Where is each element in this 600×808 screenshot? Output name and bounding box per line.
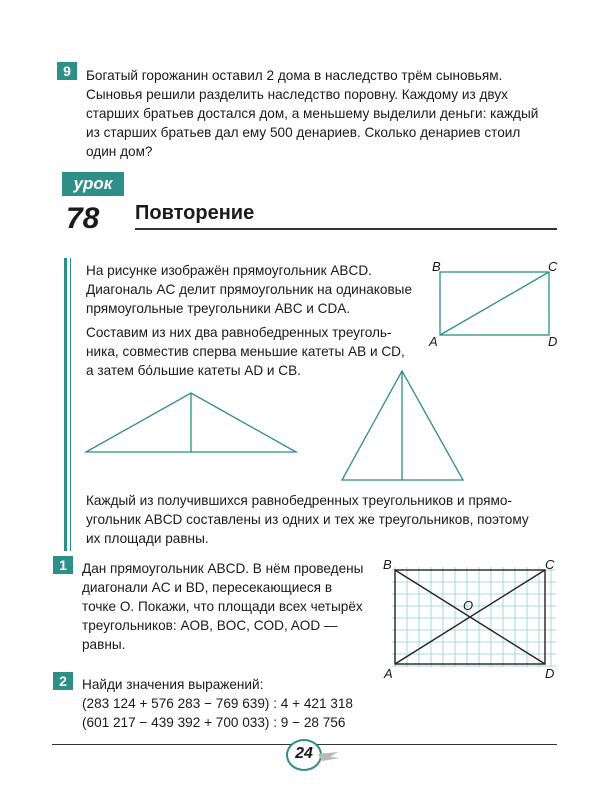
task-1-line: равны. xyxy=(82,637,126,652)
task-9-line: Сыновья решили разделить наследство поровну. Каждому из двух xyxy=(86,87,508,102)
intro-line: угольник ABCD составлены из одних и тех же треугольников, поэтому xyxy=(86,512,529,527)
intro-line: их площади равны. xyxy=(86,531,209,546)
task-2-number: 2 xyxy=(53,672,73,690)
grid-label-b: B xyxy=(383,557,392,572)
intro-line: а затем бо́льшие катеты AD и CB. xyxy=(86,363,301,378)
task-9-line: из старших братьев дал ему 500 денариев. Сколько денариев стоил xyxy=(86,125,521,140)
rect-label-d: D xyxy=(548,334,558,349)
grid-label-c: C xyxy=(545,557,555,572)
task-1-line: треугольников: AOB, BOC, COD, AOD — xyxy=(82,618,338,633)
rect-label-c: C xyxy=(548,259,558,274)
task-1-line: Дан прямоугольник ABCD. В нём проведены xyxy=(82,561,364,576)
task-9-line: Богатый горожанин оставил 2 дома в наследство трём сыновьям. xyxy=(86,68,503,83)
grid-label-o: O xyxy=(463,598,474,613)
lesson-number: 78 xyxy=(66,202,100,235)
page-number: 24 xyxy=(295,745,313,762)
intro-line: прямоугольные треугольники ABC и CDA. xyxy=(86,301,351,316)
task-1-line: диагонали AC и BD, пересекающиеся в xyxy=(82,580,333,595)
task-2-title: Найди значения выражений: xyxy=(82,677,264,692)
grid-label-d: D xyxy=(545,666,555,681)
intro-line: Каждый из получившихся равнобедренных треугольников и прямо- xyxy=(86,493,512,508)
task-9-line: один дом? xyxy=(86,144,153,159)
grid-label-a: A xyxy=(384,666,393,681)
rect-label-b: B xyxy=(432,259,441,274)
intro-line: Диагональ AC делит прямоугольник на одинаковые xyxy=(86,282,413,297)
intro-line: ника, совместив сперва меньшие катеты AB и CD, xyxy=(86,344,405,359)
task-2-expression: (283 124 + 576 283 − 769 639) : 4 + 421 318 xyxy=(82,696,353,711)
task-1-number: 1 xyxy=(53,556,73,574)
intro-line: Составим из них два равнобедренных треуголь- xyxy=(86,325,392,340)
task-9-line: старших братьев достался дом, а меньшему выделили деньги: каждый xyxy=(86,106,539,121)
intro-line: На рисунке изображён прямоугольник ABCD. xyxy=(86,263,372,278)
task-2-expression: (601 217 − 439 392 + 700 033) : 9 − 28 756 xyxy=(82,715,346,730)
lesson-label: урок xyxy=(62,172,124,196)
rect-label-a: A xyxy=(429,334,438,349)
task-9-number: 9 xyxy=(57,62,77,80)
lesson-title: Повторение xyxy=(135,202,255,224)
task-1-line: точке O. Покажи, что площади всех четырёх xyxy=(82,599,363,614)
